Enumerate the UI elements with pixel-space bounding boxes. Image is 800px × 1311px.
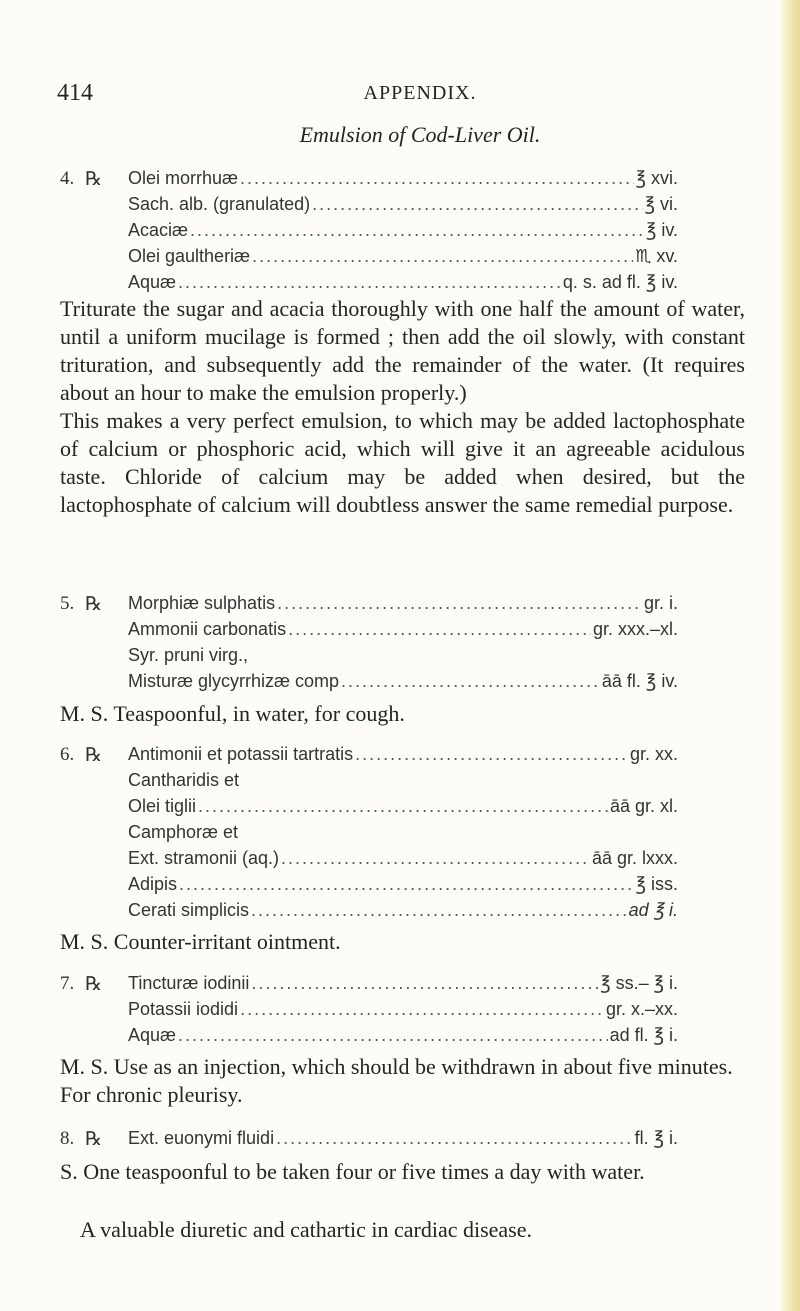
dose: ℥ vi.: [644, 194, 678, 214]
rx-line: [60, 822, 740, 848]
ingredient: Olei gaultheriæ: [128, 246, 251, 266]
recipe-5: [60, 593, 740, 697]
dose: gr. i.: [643, 593, 678, 613]
rx-line: [60, 796, 740, 822]
rx-line: [60, 194, 740, 220]
rx-symbol-icon: ℞: [85, 974, 103, 995]
dose: āā fl. ℥ iv.: [601, 671, 678, 691]
ingredient: Tincturæ iodinii: [128, 973, 250, 993]
ingredient: Aquæ: [128, 1025, 177, 1045]
dose: ♏ xv.: [635, 246, 678, 266]
ingredient: Syr. pruni virg.,: [128, 645, 249, 665]
dose: q. s. ad fl. ℥ iv.: [562, 272, 678, 292]
ingredient: Ext. euonymi fluidi: [128, 1128, 275, 1148]
rx-symbol-icon: ℞: [85, 169, 103, 190]
rx-line: [60, 671, 740, 697]
dose: ℥ ss.– ℥ i.: [600, 973, 678, 993]
rx-symbol-icon: ℞: [85, 1129, 103, 1150]
recipe-6: [60, 744, 740, 926]
ingredient: Aquæ: [128, 272, 177, 292]
rx-line: [60, 1025, 740, 1051]
paragraph: This makes a very perfect emulsion, to which may be added lactophosphate of calcium or phosphoric acid, which will give it an agreeable acidulous taste. Chloride of calcium may be added when desired, but the lactophosphate of calcium will doubtless answer the same remedial purpose.: [60, 408, 745, 517]
rx-line: [60, 770, 740, 796]
ingredient: Olei morrhuæ: [128, 168, 239, 188]
dose: āā gr. lxxx.: [591, 848, 678, 868]
recipe-7: [60, 973, 740, 1051]
dose: ℥ xvi.: [635, 168, 678, 188]
rx-line: [60, 973, 740, 999]
rx-line: [60, 1128, 740, 1154]
recipe-number: 6.: [60, 744, 75, 765]
recipe-8-note: A valuable diuretic and cathartic in cardiac disease.: [80, 1217, 533, 1242]
ingredient: Cerati simplicis: [128, 900, 250, 920]
paragraph: Triturate the sugar and acacia thoroughly with one half the amount of water, until a uniform mucilage is formed ; then add the oil slowly, with constant trituration, and subsequently add the remainder of the water. (It requires about an hour to make the emulsion properly.): [60, 296, 745, 405]
recipe-number: 4.: [60, 168, 75, 189]
recipe-4: [60, 168, 740, 298]
page-number: 414: [57, 80, 93, 106]
recipe-number: 7.: [60, 973, 75, 994]
recipe-7-direction: M. S. Use as an injection, which should be withdrawn in about five minutes. For chronic pleurisy.: [60, 1054, 733, 1107]
dose: ad ℥ i.: [628, 900, 678, 920]
ingredient: Camphoræ et: [128, 822, 239, 842]
ingredient: Antimonii et potassii tartratis: [128, 744, 354, 764]
dose: gr. x.–xx.: [605, 999, 678, 1019]
recipe-4-instructions: [60, 295, 745, 519]
dose: gr. xx.: [629, 744, 678, 764]
ingredient: Potassii iodidi: [128, 999, 239, 1019]
ingredient: Misturæ glycyrrhizæ comp: [128, 671, 340, 691]
recipe-8-direction: S. One teaspoonful to be taken four or five times a day with water.: [60, 1159, 645, 1184]
rx-line: [60, 999, 740, 1025]
ingredient: Morphiæ sulphatis: [128, 593, 276, 613]
ingredient: Cantharidis et: [128, 770, 240, 790]
dose: ℥ iv.: [645, 220, 678, 240]
recipe-number: 8.: [60, 1128, 75, 1149]
page-edge: [778, 0, 800, 1311]
ingredient: Sach. alb. (granulated): [128, 194, 311, 214]
rx-line: [60, 246, 740, 272]
rx-line: [60, 645, 740, 671]
recipe-5-direction: M. S. Teaspoonful, in water, for cough.: [60, 701, 405, 726]
dose: fl. ℥ i.: [634, 1128, 678, 1148]
rx-symbol-icon: ℞: [85, 594, 103, 615]
rx-line: [60, 593, 740, 619]
ingredient: Adipis: [128, 874, 178, 894]
ingredient: Olei tiglii: [128, 796, 197, 816]
ingredient: Acaciæ: [128, 220, 189, 240]
section-title: Emulsion of Cod-Liver Oil.: [299, 122, 541, 147]
rx-line: [60, 168, 740, 194]
rx-symbol-icon: ℞: [85, 745, 103, 766]
rx-line: [60, 220, 740, 246]
dose: ℥ iss.: [635, 874, 678, 894]
dose: āā gr. xl.: [609, 796, 678, 816]
rx-line: [60, 900, 740, 926]
ingredient: Ext. stramonii (aq.): [128, 848, 280, 868]
running-head: APPENDIX.: [363, 82, 477, 104]
rx-line: [60, 619, 740, 645]
recipe-6-direction: M. S. Counter-irritant ointment.: [60, 929, 341, 954]
recipe-8: [60, 1128, 740, 1154]
recipe-number: 5.: [60, 593, 75, 614]
dose: ad fl. ℥ i.: [609, 1025, 678, 1045]
rx-line: [60, 848, 740, 874]
ingredient: Ammonii carbonatis: [128, 619, 287, 639]
rx-line: [60, 874, 740, 900]
rx-line: [60, 744, 740, 770]
dose: gr. xxx.–xl.: [592, 619, 678, 639]
